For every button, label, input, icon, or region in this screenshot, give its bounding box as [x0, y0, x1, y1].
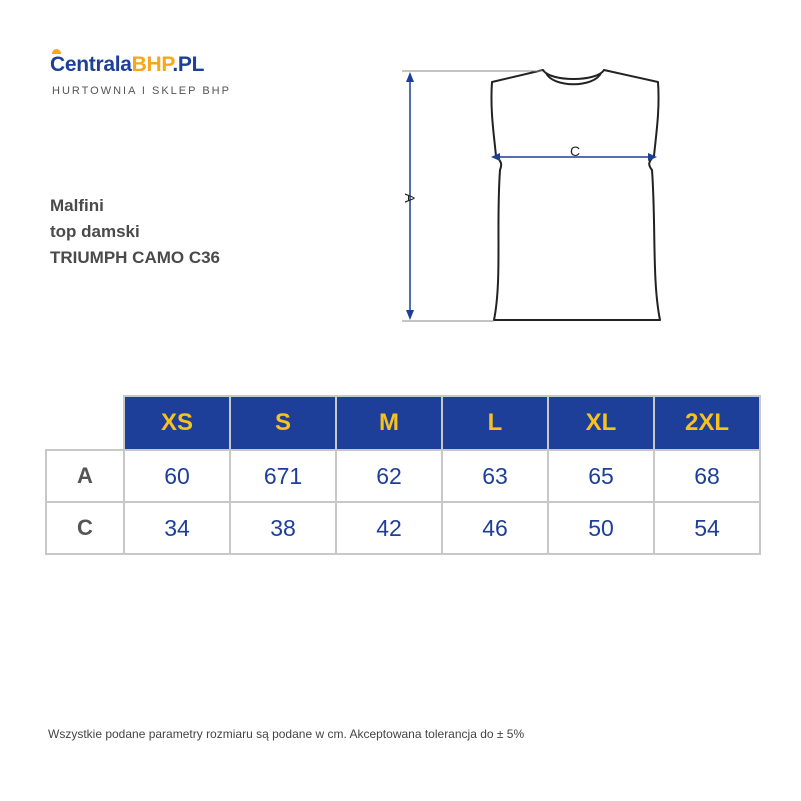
row-label-c: C	[46, 502, 124, 554]
garment-diagram	[390, 60, 680, 335]
cell-a-xs: 60	[124, 450, 230, 502]
size-header-m: M	[336, 396, 442, 450]
top-outline-icon	[491, 70, 660, 320]
footer-note: Wszystkie podane parametry rozmiaru są podane w cm. Akceptowana tolerancja do ± 5%	[48, 727, 525, 741]
table-row	[46, 450, 760, 502]
row-label-a: A	[46, 450, 124, 502]
size-header-2xl: 2XL	[654, 396, 760, 450]
logo-tagline: HURTOWNIA I SKLEP BHP	[52, 85, 231, 97]
product-brand: Malfini	[50, 196, 104, 215]
logo-part-bhp: BHP	[131, 53, 173, 76]
size-header-xl: XL	[548, 396, 654, 450]
size-header-l: L	[442, 396, 548, 450]
cell-a-xl: 65	[548, 450, 654, 502]
product-model: TRIUMPH CAMO C36	[50, 248, 221, 267]
cell-c-xl: 50	[548, 502, 654, 554]
cell-a-m: 62	[336, 450, 442, 502]
header-blank-cell	[46, 396, 124, 450]
cell-a-2xl: 68	[654, 450, 760, 502]
label-a: A	[402, 193, 418, 203]
product-info	[50, 193, 220, 271]
arrow-a-head-top-icon	[406, 72, 414, 82]
logo	[50, 52, 260, 102]
cell-c-xs: 34	[124, 502, 230, 554]
cell-c-s: 38	[230, 502, 336, 554]
logo-part-pl: .PL	[172, 53, 205, 76]
logo-part-centrala: Centrala	[50, 53, 132, 76]
size-table	[45, 395, 761, 555]
size-header-row	[46, 396, 760, 450]
size-header-s: S	[230, 396, 336, 450]
label-c: C	[569, 143, 581, 159]
product-type: top damski	[50, 222, 140, 241]
table-row	[46, 502, 760, 554]
cell-c-m: 42	[336, 502, 442, 554]
cell-c-2xl: 54	[654, 502, 760, 554]
cell-a-l: 63	[442, 450, 548, 502]
logo-wordmark	[50, 52, 204, 78]
cell-a-s: 671	[230, 450, 336, 502]
arrow-a-head-bottom-icon	[406, 310, 414, 320]
cell-c-l: 46	[442, 502, 548, 554]
size-header-xs: XS	[124, 396, 230, 450]
